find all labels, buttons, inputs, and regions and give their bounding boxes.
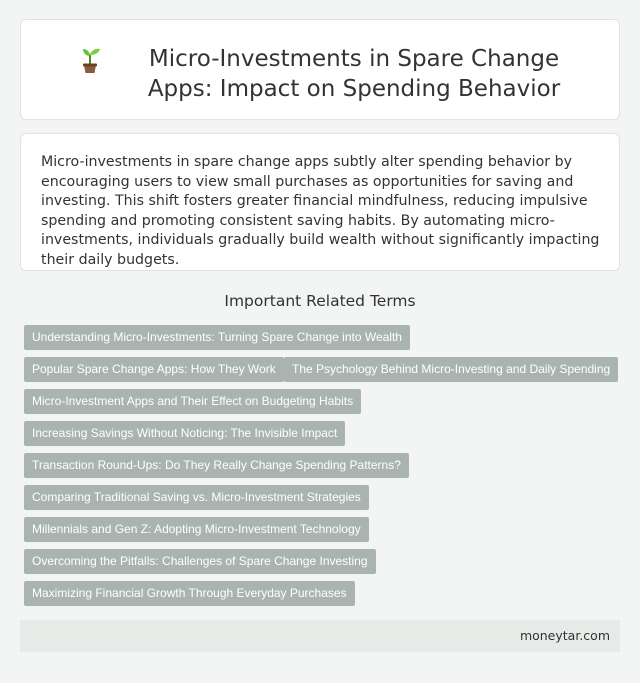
related-term-tag[interactable]: Overcoming the Pitfalls: Challenges of Spare Change Investing: [24, 549, 376, 574]
related-term-tag[interactable]: Increasing Savings Without Noticing: The Invisible Impact: [24, 421, 345, 446]
related-term-tag[interactable]: Maximizing Financial Growth Through Everyday Purchases: [24, 581, 355, 606]
related-term-tag[interactable]: Millennials and Gen Z: Adopting Micro-Investment Technology: [24, 517, 369, 542]
related-term-tag[interactable]: The Psychology Behind Micro-Investing and Daily Spending: [284, 357, 618, 382]
related-term-tag[interactable]: Understanding Micro-Investments: Turning Spare Change into Wealth: [24, 325, 410, 350]
related-term-tag[interactable]: Comparing Traditional Saving vs. Micro-Investment Strategies: [24, 485, 369, 510]
summary-card: [20, 133, 620, 271]
related-term-tag[interactable]: Popular Spare Change Apps: How They Work: [24, 357, 284, 382]
title-card: [20, 19, 620, 120]
related-term-tag[interactable]: Transaction Round-Ups: Do They Really Change Spending Patterns?: [24, 453, 409, 478]
seedling-icon: [76, 44, 104, 74]
page-title: Micro-Investments in Spare Change Apps: Impact on Spending Behavior: [147, 46, 561, 102]
summary-text: Micro-investments in spare change apps subtly alter spending behavior by encouraging users to view small purchases as opportunities for saving and investing. This shift fosters greater financial mindfulness, reducing impulsive spending and promoting consistent saving habits. By automating micro-investments, individuals gradually build wealth without significantly impacting their daily budgets.: [41, 154, 600, 268]
related-term-tag[interactable]: Micro-Investment Apps and Their Effect on Budgeting Habits: [24, 389, 361, 414]
footer-site-link[interactable]: moneytar.com: [519, 628, 610, 643]
footer: [20, 620, 620, 652]
related-terms-heading: Important Related Terms: [224, 292, 416, 310]
